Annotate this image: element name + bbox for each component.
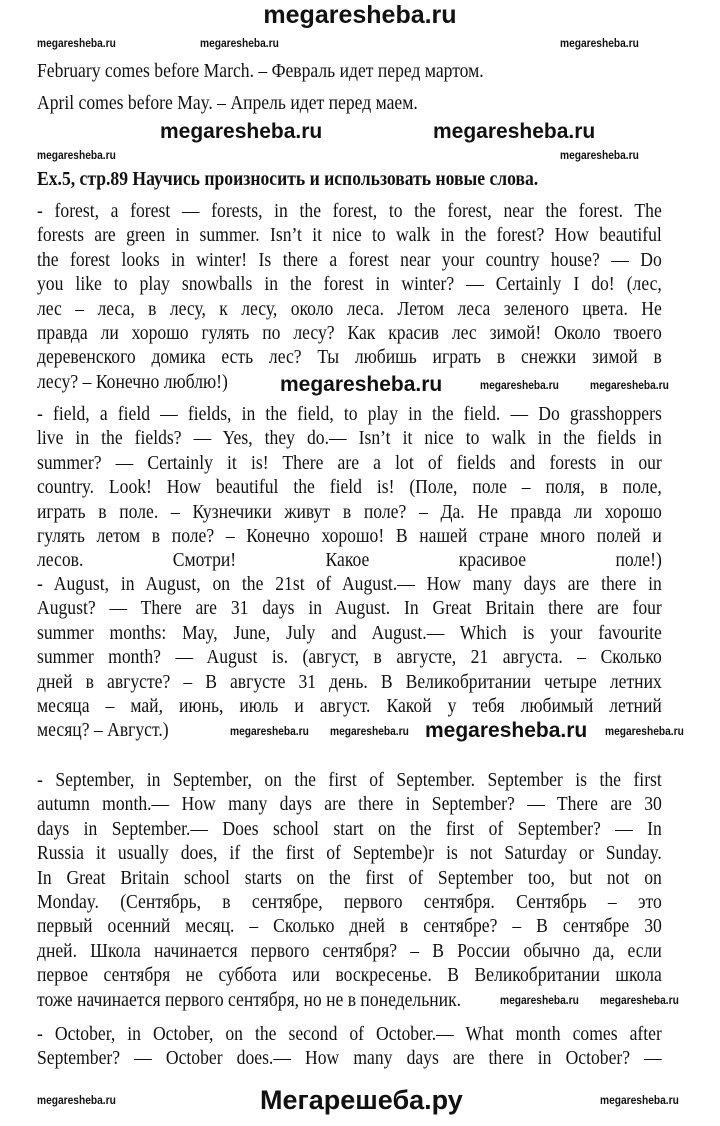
watermark: megaresheba.ru: [37, 148, 116, 162]
watermark: megaresheba.ru: [605, 724, 684, 738]
text-line: деревенского домика есть лес? Ты любишь играть в снежки зимой в: [37, 346, 662, 368]
text-line: Monday. (Сентябрь, в сентябре, первого сентября. Сентябрь – это: [37, 891, 662, 913]
watermark: megaresheba.ru: [500, 993, 579, 1007]
text-line: - field, a field — fields, in the field, to play in the field. — Do grasshoppers: [37, 403, 662, 425]
text-line: autumn month.— How many days are there in September? — There are 30: [37, 793, 662, 815]
text-line: September? — October does.— How many days are there in October? —: [37, 1047, 662, 1069]
text-line: - forest, a forest — forests, in the forest, to the forest, near the forest. The: [37, 200, 662, 222]
intro-line: April comes before May. – Апрель идет перед маем.: [37, 92, 418, 114]
watermark: megaresheba.ru: [560, 148, 639, 162]
text-line: - September, in September, on the first of September. September is the first: [37, 769, 662, 791]
text-line: August? — There are 31 days in August. In Great Britain there are four: [37, 597, 662, 619]
text-line: country. Look! How beautiful the field is! (Поле, поле – поля, в поле,: [37, 476, 662, 498]
text-line: - August, in August, on the 21st of August.— How many days are there in: [37, 573, 662, 595]
text-line: лесу? – Конечно люблю!): [37, 371, 228, 393]
watermark: megaresheba.ru: [480, 378, 559, 392]
text-line: играть в поле. – Кузнечики живут в поле? – Да. Не правда ли хорошо: [37, 501, 662, 523]
watermark: megaresheba.ru: [433, 120, 596, 143]
text-line: In Great Britain school starts on the first of September too, but not on: [37, 867, 662, 889]
text-line: forests are green in summer. Isn’t it nice to walk in the forest? How beautiful: [37, 224, 662, 246]
text-line: месяца – май, июнь, июль и август. Какой у тебя любимый летний: [37, 695, 662, 717]
text-line: первое сентября не суббота или воскресенье. В Великобритании школа: [37, 964, 662, 986]
watermark: megaresheba.ru: [425, 719, 588, 742]
watermark: megaresheba.ru: [37, 1093, 116, 1107]
watermark: megaresheba.ru: [330, 724, 409, 738]
site-header[interactable]: megaresheba.ru: [263, 1, 457, 29]
watermark: megaresheba.ru: [200, 36, 279, 50]
text-line: тоже начинается первого сентября, но не в понедельник.: [37, 989, 462, 1011]
text-line: дней. Школа начинается первого сентября? – В России обычно да, если: [37, 940, 662, 962]
text-line: the forest looks in winter! Is there a forest near your country house? — Do: [37, 249, 662, 271]
intro-line: February comes before March. – Февраль идет перед мартом.: [37, 60, 484, 82]
text-line: дней в августе? – В августе 31 день. В Великобритании четыре летних: [37, 671, 662, 693]
watermark: megaresheba.ru: [600, 993, 679, 1007]
exercise-heading: Ex.5, стр.89 Научись произносить и использовать новые слова.: [37, 168, 539, 190]
watermark: megaresheba.ru: [230, 724, 309, 738]
text-line: summer? — Certainly it is! There are a lot of fields and forests in our: [37, 452, 662, 474]
text-line: месяц? – Август.): [37, 719, 169, 741]
watermark: megaresheba.ru: [37, 36, 116, 50]
text-line: - October, in October, on the second of October.— What month comes after: [37, 1023, 662, 1045]
watermark: megaresheba.ru: [160, 120, 323, 143]
text-line: правда ли хорошо гулять по лесу? Как красив лес зимой! Около твоего: [37, 322, 662, 344]
text-line: первый осенний месяц. – Сколько дней в сентябре? – В сентябре 30: [37, 915, 662, 937]
text-line: days in September.— Does school start on the first of September? — In: [37, 818, 662, 840]
text-line: гулять летом в поле? – Конечно хорошо! В нашей стране много полей и: [37, 525, 662, 547]
text-line: summer months: May, June, July and August.— Which is your favourite: [37, 622, 662, 644]
site-footer[interactable]: Мегарешеба.ру: [260, 1085, 463, 1115]
text-line: лесов. Смотри! Какое красивое поле!): [37, 549, 662, 571]
watermark: megaresheba.ru: [600, 1093, 679, 1107]
text-line: you like to play snowballs in the forest in winter? — Certainly I do! (лес,: [37, 273, 662, 295]
text-line: summer month? — August is. (август, в августе, 21 августа. – Сколько: [37, 646, 662, 668]
text-line: live in the fields? — Yes, they do.— Isn’t it nice to walk in the fields in: [37, 427, 662, 449]
text-line: Russia it usually does, if the first of Septembe)r is not Saturday or Sunday.: [37, 842, 662, 864]
watermark: megaresheba.ru: [560, 36, 639, 50]
watermark: megaresheba.ru: [280, 373, 443, 396]
watermark: megaresheba.ru: [590, 378, 669, 392]
text-line: лес – леса, в лесу, к лесу, около леса. Летом леса зеленого цвета. Не: [37, 298, 662, 320]
